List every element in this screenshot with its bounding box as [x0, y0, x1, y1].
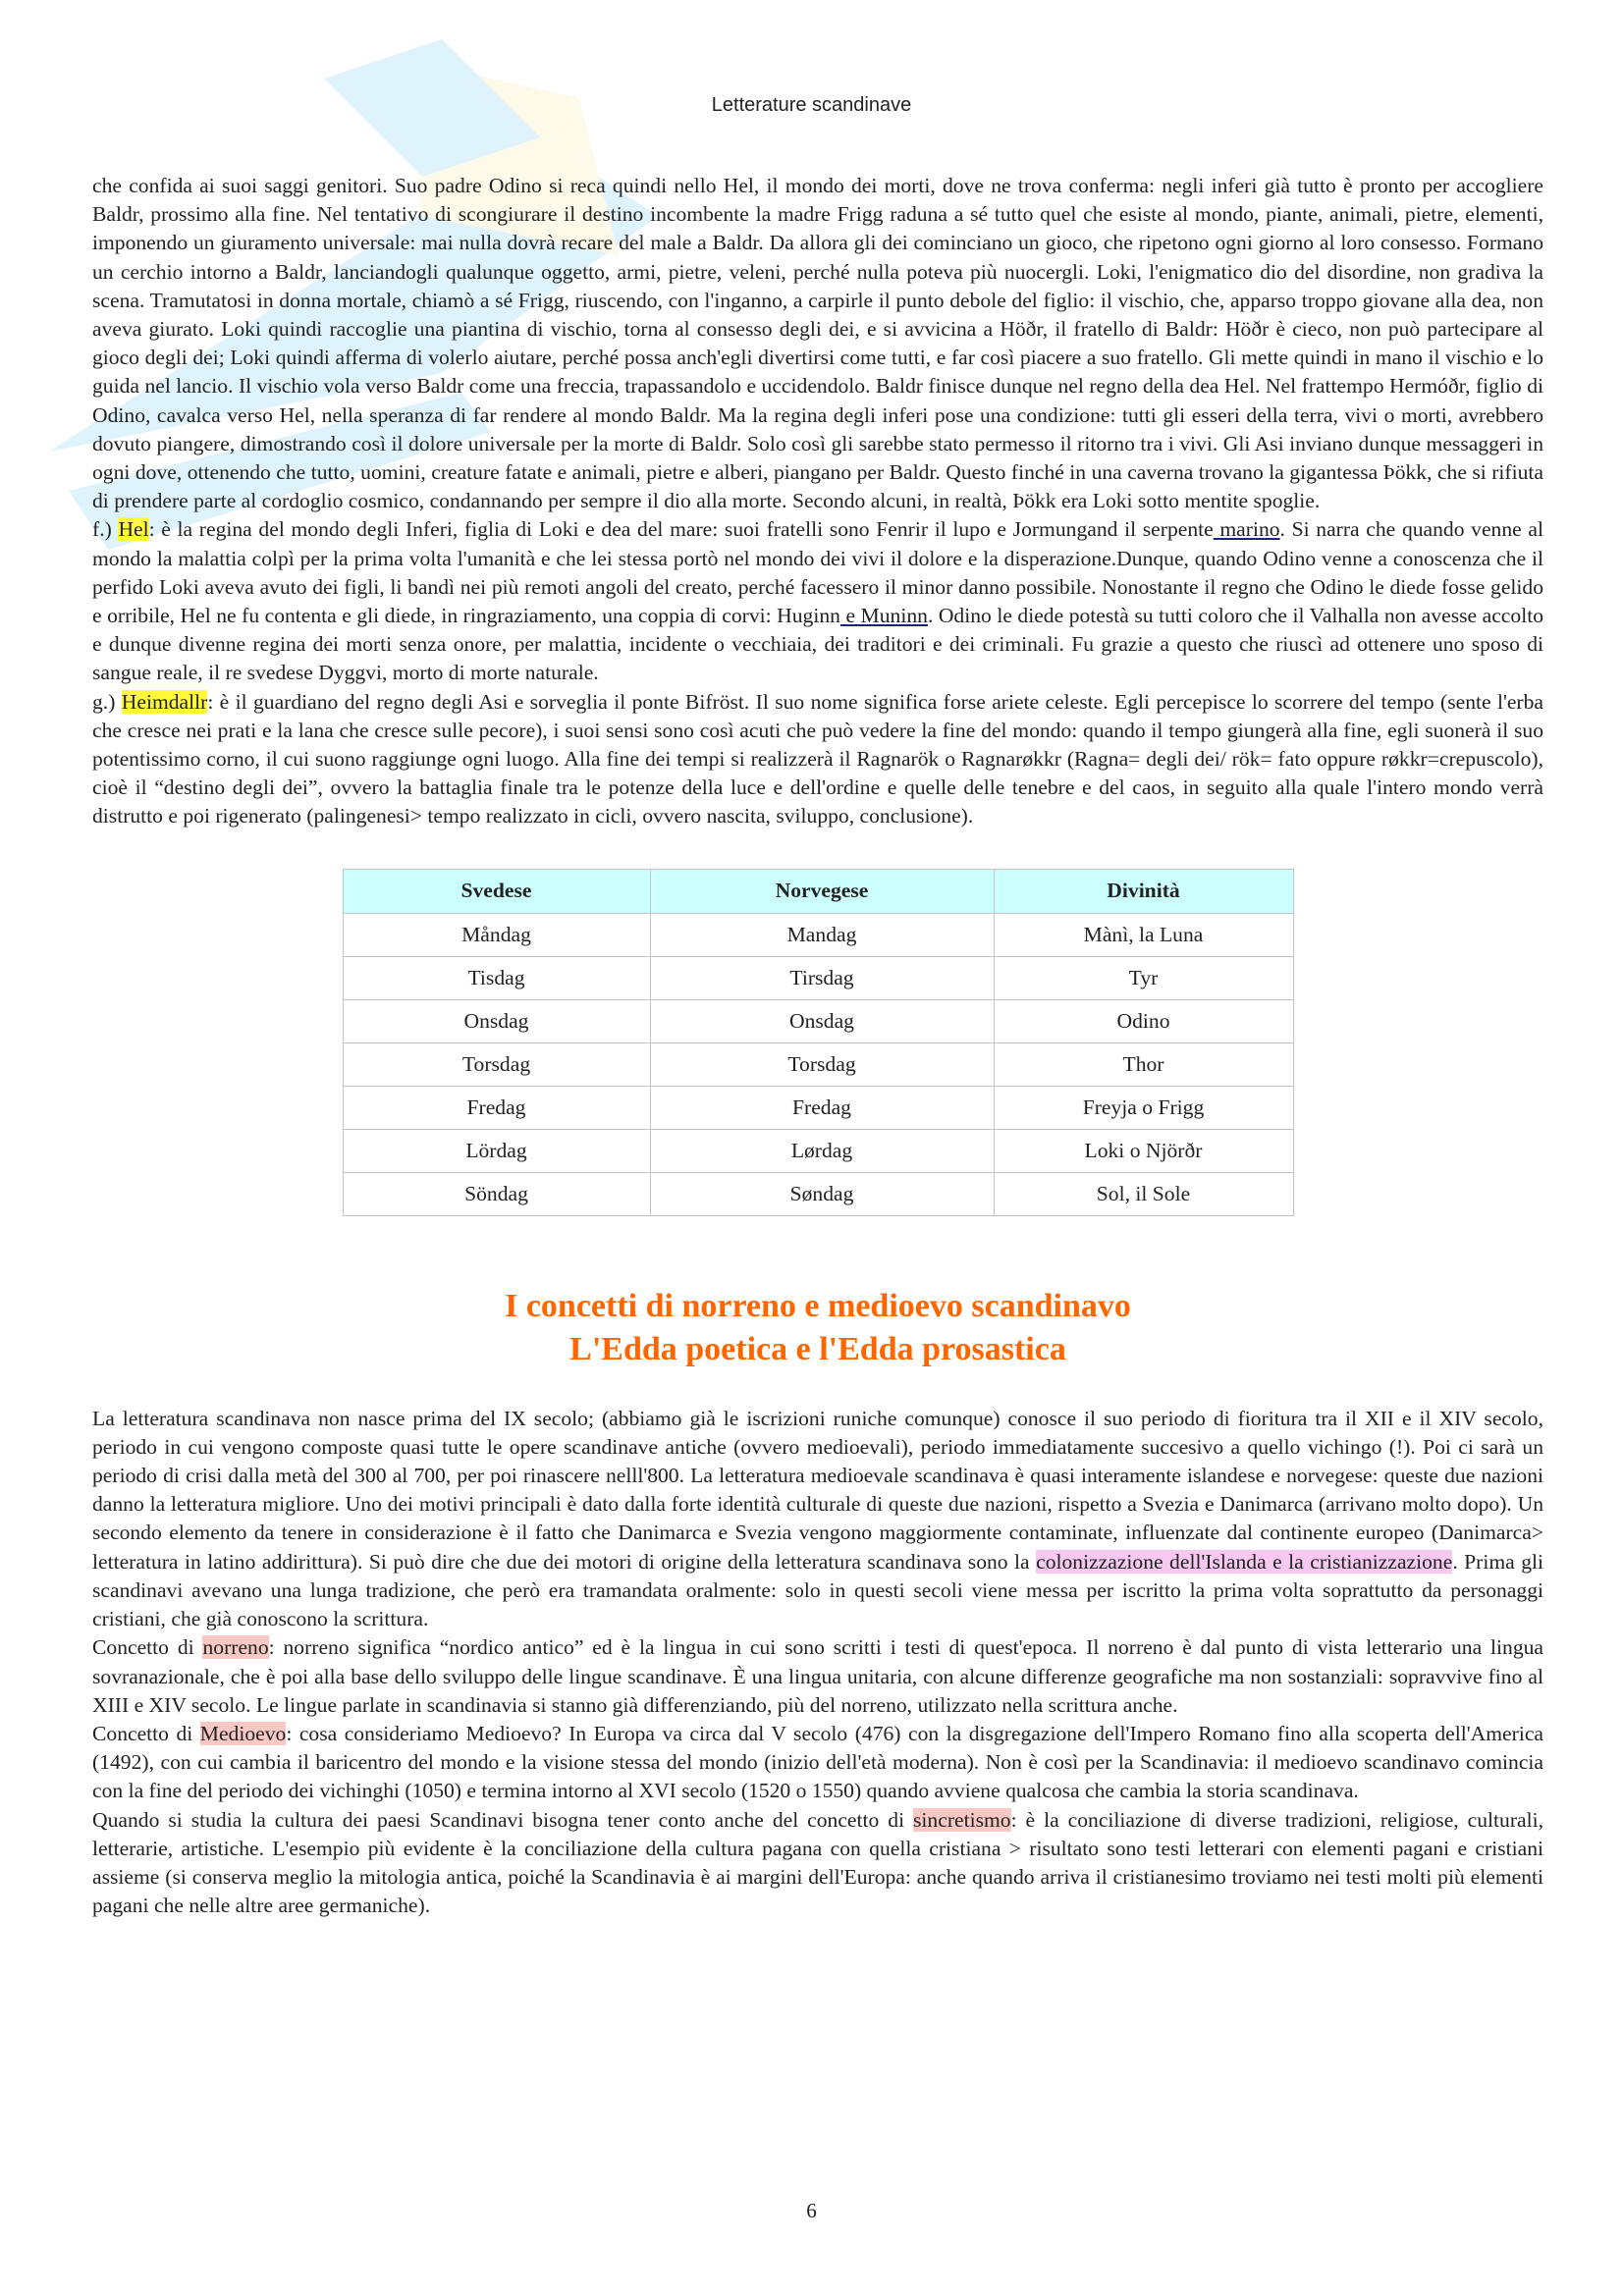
paragraph	[92, 1806, 1543, 1921]
top-paragraphs	[92, 172, 1543, 831]
text-segment: Concetto di	[92, 1721, 200, 1745]
table-row	[343, 1172, 1293, 1215]
table-cell: Mànì, la Luna	[994, 913, 1293, 956]
bottom-paragraphs	[92, 1405, 1543, 1921]
text-segment: f.)	[92, 517, 119, 542]
table-row	[343, 1042, 1293, 1086]
table-cell: Onsdag	[650, 999, 994, 1042]
table-row	[343, 913, 1293, 956]
table-cell: Onsdag	[343, 999, 650, 1042]
table-row	[343, 999, 1293, 1042]
weekdays-table	[343, 869, 1294, 1216]
text-segment: . Odino le diede potestà su tutti coloro che il Valhalla non avesse accolto e dunque divenne regina dei morti senza onore, per malattia, incidente o vecchiaia, dei traditori e dei criminali. Fu grazie a questo che riuscì ad ottenere uno sposo di sangue reale, il re svedese Dyggvi, morto di morte naturale.	[92, 604, 1543, 685]
page-content	[92, 172, 1543, 1920]
table-cell: Torsdag	[343, 1042, 650, 1086]
text-segment: Concetto di	[92, 1635, 203, 1660]
paragraph	[92, 688, 1543, 831]
paragraph	[92, 172, 1543, 515]
page-header: Letterature scandinave	[711, 94, 912, 116]
table-cell: Måndag	[343, 913, 650, 956]
paragraph	[92, 515, 1543, 687]
paragraph	[92, 1405, 1543, 1634]
table-header-row	[343, 869, 1293, 913]
table-header: Svedese	[343, 869, 650, 913]
table-cell: Tisdag	[343, 956, 650, 999]
table-cell: Söndag	[343, 1172, 650, 1215]
table-header: Norvegese	[650, 869, 994, 913]
text-segment: : cosa consideriamo Medioevo? In Europa va circa dal V secolo (476) con la disgregazione dell'Impero Romano fino alla scoperta dell'America (1492), con cui cambia il baricentro del mondo e la visione stessa del mondo (inizio dell'età moderna). Non è così per la Scandinavia: il medioevo scandinavo comincia con la fine del periodo dei vichinghi (1050) e termina intorno al XVI secolo (1520 o 1550) quando avviene qualcosa che cambia la storia scandinava.	[92, 1721, 1543, 1803]
table-cell: Fredag	[343, 1086, 650, 1129]
highlighted-text: marino	[1213, 517, 1280, 542]
table-cell: Fredag	[650, 1086, 994, 1129]
page-number: 6	[806, 2199, 817, 2222]
highlighted-text: sincretismo	[913, 1807, 1011, 1832]
text-segment: . Prima gli scandinavi avevano una lunga tradizione, che però era tramandata oralmente: solo in questi secoli viene messa per iscritto la prima volta soprattutto da personaggi cristiani, che già conoscono la scrittura.	[92, 1549, 1544, 1631]
table-row	[343, 956, 1293, 999]
table-cell: Thor	[994, 1042, 1293, 1086]
highlighted-text: colonizzazione dell'Islanda e la cristianizzazione	[1036, 1549, 1453, 1574]
text-segment: : è la regina del mondo degli Inferi, figlia di Loki e dea del mare: suoi fratelli sono Fenrir il lupo e Jormungand il serpente	[148, 517, 1214, 542]
highlighted-text: Heimdallr	[121, 689, 208, 714]
text-segment: : è il guardiano del regno degli Asi e sorveglia il ponte Bifröst. Il suo nome significa forse ariete celeste. Egli percepisce lo scorrere del tempo (sente l'erba che cresce nei prati e la lana che cresce sulle pecore), i suoi sensi sono così acuti che può vedere la fine del mondo: quando il tempo giungerà alla fine, egli suonerà il suo potentissimo corno, il cui suono raggiunge ogni luogo. Alla fine dei tempi si realizzerà il Ragnarök o Ragnarøkkr (Ragna= degli dei/ rök= fato oppure røkkr=crepuscolo), cioè il “destino degli dei”, ovvero la battaglia finale tra le potenze della luce e dell'ordine e quelle delle tenebre e del caos, in seguito alla quale l'intero mondo verrà distrutto e poi rigenerato (palingenesi> tempo realizzato in cicli, ovvero nascita, sviluppo, conclusione).	[92, 689, 1543, 828]
table-cell: Odino	[994, 999, 1293, 1042]
text-segment: . Si narra che quando venne al mondo la malattia colpì per la prima volta l'umanità e che lei stessa portò nel mondo dei vivi il dolore e la disperazione.Dunque, quando Odino venne a conoscenza che il perfido Loki aveva avuto dei figli, li bandì nei più remoti angoli del creato, perché facessero il minor danno possibile. Nonostante il regno che Odino le diede fosse gelido e orribile, Hel ne fu contenta e gli diede, in ringraziamento, una coppia di corvi: Huginn	[92, 517, 1543, 628]
table-cell: Freyja o Frigg	[994, 1086, 1293, 1129]
highlighted-text: Hel	[118, 517, 149, 542]
table-cell: Tirsdag	[650, 956, 994, 999]
text-segment: La letteratura scandinava non nasce prima del IX secolo; (abbiamo già le iscrizioni runiche comunque) conosce il suo periodo di fioritura tra il XII e il XIV secolo, periodo in cui vengono composte quasi tutte le opere scandinave antiche (ovvero medioevali), periodo immediatamente succesivo a quello vichingo (!). Poi ci sarà un periodo di crisi dalla metà del 300 al 700, per poi rinascere nelll'800. La letteratura medioevale scandinava è quasi interamente islandese e norvegese: queste due nazioni danno la letteratura migliore. Uno dei motivi principali è dato dalla forte identità culturale di queste due nazioni, rispetto a Svezia e Danimarca (arrivano molto dopo). Un secondo elemento da tenere in considerazione è il fatto che Danimarca e Svezia vengono maggiormente contaminate, influenzate dal continente europeo (Danimarca> letteratura in latino addirittura). Si può dire che due dei motori di origine della letteratura scandinava sono la	[92, 1406, 1543, 1574]
table-cell: Tyr	[994, 956, 1293, 999]
highlighted-text: e Muninn	[839, 604, 928, 628]
section-title-line: I concetti di norreno e medioevo scandinavo	[505, 1287, 1131, 1324]
table-cell: Søndag	[650, 1172, 994, 1215]
table-cell: Torsdag	[650, 1042, 994, 1086]
table-cell: Sol, il Sole	[994, 1172, 1293, 1215]
table-cell: Loki o Njörðr	[994, 1129, 1293, 1172]
text-segment: che confida ai suoi saggi genitori. Suo padre Odino si reca quindi nello Hel, il mondo dei morti, dove ne trova conferma: negli inferi già tutto è pronto per accogliere Baldr, prossimo alla fine. Nel tentativo di scongiurare il destino incombente la madre Frigg raduna a sé tutto quel che esiste al mondo, piante, animali, pietre, elementi, imponendo un giuramento universale: mai nulla dovrà recare del male a Baldr. Da allora gli dei cominciano un gioco, che ripetono ogni giorno al loro consesso. Formano un cerchio intorno a Baldr, lanciandogli qualunque oggetto, armi, pietre, veleni, perché nulla poteva più nuocergli. Loki, l'enigmatico dio del disordine, non gradiva la scena. Tramutatosi in donna mortale, chiamò a sé Frigg, riuscendo, con l'inganno, a carpirle il punto debole del figlio: il vischio, che, apparso troppo giovane alla dea, non aveva giurato. Loki quindi raccoglie una piantina di vischio, torna al consesso degli dei, e si avvicina a Höðr, il fratello di Baldr: Höðr è cieco, non può partecipare al gioco degli dei; Loki quindi afferma di volerlo aiutare, perché possa anch'egli divertirsi come tutti, e far così piacere a suo fratello. Gli mette quindi in mano il vischio e lo guida nel lancio. Il vischio vola verso Baldr come una freccia, trapassandolo e uccidendolo. Baldr finisce dunque nel regno della dea Hel. Nel frattempo Hermóðr, figlio di Odino, cavalca verso Hel, nella speranza di far rendere al mondo Baldr. Ma la regina degli inferi pose una condizione: tutti gli esseri della terra, vivi o morti, avrebbero dovuto piangere, dimostrando così il dolore universale per la morte di Baldr. Solo così gli sarebbe stato permesso il ritorno tra i vivi. Gli Asi inviano dunque messaggeri in ogni dove, ottenendo che tutto, uomini, creature fatate e animali, pietre e alberi, piangano per Baldr. Questo finché in una caverna trovano la gigantessa Þökk, che si rifiuta di prendere parte al cordoglio cosmico, condannando per sempre il dio alla morte. Secondo alcuni, in realtà, Þökk era Loki sotto mentite spoglie.	[92, 174, 1543, 513]
text-segment: Quando si studia la cultura dei paesi Scandinavi bisogna tener conto anche del concetto di	[92, 1807, 914, 1832]
table-header: Divinità	[994, 869, 1293, 913]
highlighted-text: Medioevo	[199, 1721, 287, 1745]
table-cell: Mandag	[650, 913, 994, 956]
table-row	[343, 1086, 1293, 1129]
paragraph	[92, 1720, 1543, 1806]
table-cell: Lördag	[343, 1129, 650, 1172]
paragraph	[92, 1633, 1543, 1720]
highlighted-text: norreno	[202, 1635, 269, 1660]
text-segment: : norreno significa “nordico antico” ed è la lingua in cui sono scritti i testi di quest'epoca. Il norreno è dal punto di vista letterario una lingua sovranazionale, che è poi alla base dello sviluppo delle lingue scandinave. È una lingua unitaria, con alcune differenze geografiche ma non sostanziali: sopravvive fino al XIII e XIV secolo. Le lingue parlate in scandinavia si stanno già differenziando, più del norreno, utilizzato nella scrittura anche.	[92, 1635, 1543, 1717]
table-row	[343, 1129, 1293, 1172]
text-segment: g.)	[92, 689, 122, 714]
text-segment: : è la conciliazione di diverse tradizioni, religiose, culturali, letterarie, artistiche. L'esempio più evidente è la conciliazione della cultura pagana con quella cristiana > risultato sono testi letterari con elementi pagani e cristiani assieme (si conserva meglio la mitologia antica, poiché la Scandinavia è ai margini dell'Europa: anche quando arriva il cristianesimo troviamo nei testi molti più elementi pagani che nelle altre aree germaniche).	[92, 1807, 1543, 1918]
table-cell: Lørdag	[650, 1129, 994, 1172]
section-title	[92, 1285, 1543, 1371]
section-title-line: L'Edda poetica e l'Edda prosastica	[569, 1330, 1066, 1367]
